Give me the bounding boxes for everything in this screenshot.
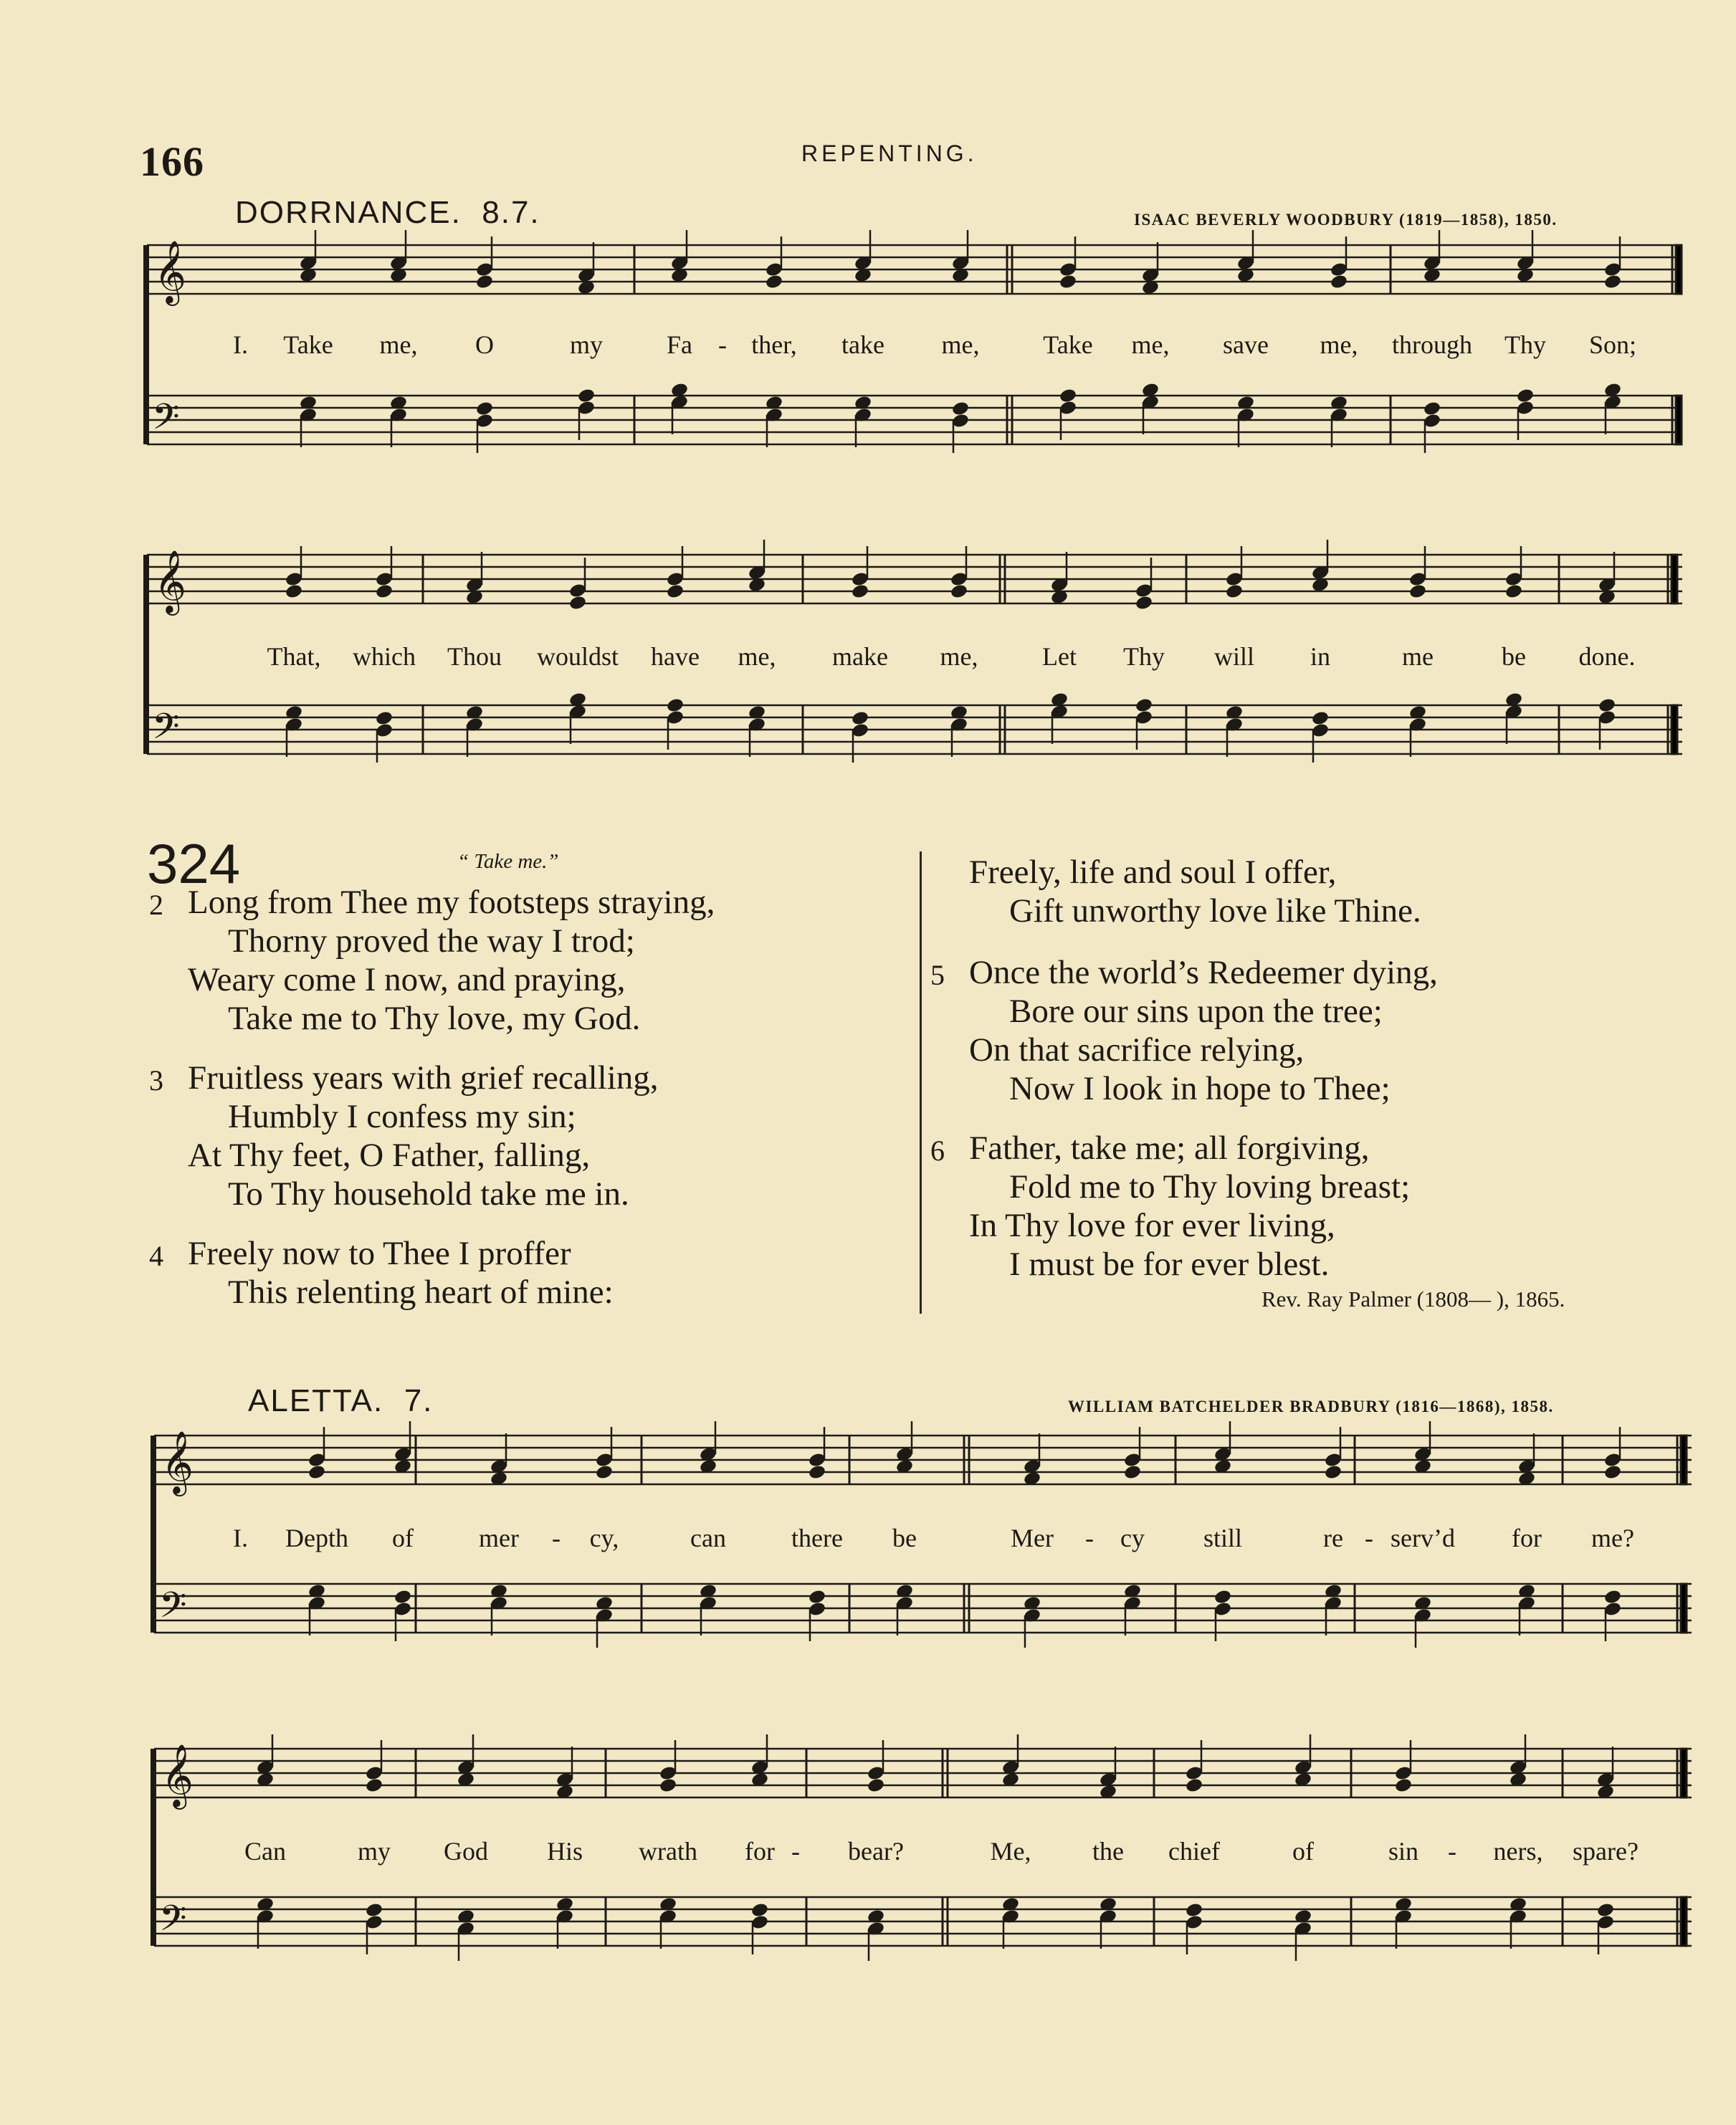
syllable: of [1292, 1837, 1314, 1866]
system-brace [151, 1436, 156, 1633]
treble-notehead [1185, 1777, 1203, 1794]
syllable: re [1323, 1524, 1343, 1552]
syllable: have [651, 642, 700, 671]
bass-notehead [1423, 401, 1441, 417]
bass-notehead [475, 401, 494, 417]
stanza-3 [149, 1059, 659, 1213]
stanza-line: Bore our sins upon the tree; [1009, 993, 1383, 1030]
syllable: me, [1131, 330, 1170, 359]
bass-notehead [750, 1902, 769, 1919]
treble-notehead [1123, 1464, 1142, 1481]
treble-notehead [1408, 583, 1427, 600]
treble-notehead [1059, 274, 1077, 290]
syllable: - [1365, 1524, 1373, 1552]
syllable: - [552, 1524, 561, 1552]
stanza-line: In Thy love for ever living, [969, 1207, 1335, 1244]
hymn-caption: “ Take me.” [457, 850, 559, 873]
syllable: me [1402, 642, 1434, 671]
stanza-line: To Thy household take me in. [228, 1175, 629, 1213]
bass-clef: 𝄢 [159, 1585, 187, 1635]
syllable: done. [1578, 642, 1636, 671]
hymn-author: Rev. Ray Palmer (1808— ), 1865. [1262, 1286, 1565, 1312]
syllable: me, [738, 642, 776, 671]
syllable: mer [479, 1524, 519, 1552]
treble-clef: 𝄞 [161, 1430, 194, 1494]
syllable: still [1203, 1524, 1243, 1552]
syllable: serv’d [1391, 1524, 1455, 1552]
bass-notehead [1603, 1589, 1622, 1605]
column-divider [920, 851, 922, 1314]
syllable: bear? [848, 1837, 904, 1866]
syllable: - [718, 330, 727, 359]
syllable: cy, [589, 1524, 619, 1552]
treble-notehead [375, 583, 394, 600]
syllable: be [892, 1524, 917, 1552]
syllable: Can [244, 1837, 286, 1866]
treble-staff [147, 245, 1682, 294]
treble-notehead [808, 1464, 826, 1481]
stanza-line: Now I look in hope to Thee; [1009, 1070, 1391, 1107]
syllable: ners, [1493, 1837, 1543, 1866]
syllable: ther, [751, 330, 797, 359]
stanza-line: Fruitless years with grief recalling, [188, 1059, 659, 1097]
syllable: in [1310, 642, 1331, 671]
bass-notehead [1598, 697, 1616, 714]
syllable: cy [1120, 1524, 1145, 1552]
syllable: wouldst [536, 642, 619, 671]
bass-notehead [808, 1589, 826, 1605]
syllable: O [475, 330, 494, 359]
treble-notehead [851, 583, 869, 600]
syllable: the [1092, 1837, 1124, 1866]
bass-clef: 𝄢 [152, 706, 180, 756]
page-number: 166 [140, 138, 204, 185]
tune2-meter: 7. [404, 1383, 434, 1418]
syllable: my [357, 1837, 391, 1866]
treble-notehead [765, 274, 783, 290]
syllable: Let [1042, 642, 1077, 671]
hymn-number: 324 [147, 832, 241, 895]
stanza-line: Freely, life and soul I offer, [969, 854, 1337, 891]
syllable: through [1392, 330, 1472, 359]
syllable: me, [940, 642, 978, 671]
treble-staff [154, 1749, 1692, 1797]
treble-notehead [307, 1464, 326, 1481]
syllable: me, [379, 330, 418, 359]
syllable: for [1512, 1524, 1542, 1552]
tune1-meter: 8.7. [482, 195, 540, 230]
stanza-6 [930, 1129, 1411, 1284]
bass-notehead [1059, 388, 1077, 404]
stanza-line: Freely now to Thee I proffer [188, 1235, 571, 1272]
stanza-line: Thorny proved the way I trod; [228, 922, 635, 960]
syllable: there [791, 1524, 843, 1552]
treble-notehead [568, 595, 587, 611]
bass-notehead [577, 388, 596, 404]
treble-notehead [475, 274, 494, 290]
tune2-composer: WILLIAM BATCHELDER BRADBURY (1816—1868), 1858. [1068, 1398, 1554, 1415]
system-brace [151, 1749, 156, 1946]
stanza-line: Humbly I confess my sin; [228, 1098, 576, 1135]
stanza-line: Fold me to Thy loving breast; [1009, 1168, 1411, 1205]
syllable: Thy [1504, 330, 1546, 359]
stanza-line: At Thy feet, O Father, falling, [188, 1137, 591, 1174]
treble-notehead [1324, 1464, 1342, 1481]
bass-notehead [1135, 697, 1153, 714]
bass-notehead [851, 710, 869, 727]
syllable: Me, [990, 1837, 1031, 1866]
syllable: will [1213, 642, 1255, 671]
treble-notehead [1225, 583, 1244, 600]
treble-notehead [659, 1777, 677, 1794]
treble-notehead [1135, 595, 1153, 611]
treble-staff [154, 1436, 1692, 1484]
bass-notehead [1185, 1902, 1203, 1919]
syllable: Depth [285, 1524, 348, 1552]
treble-notehead [1330, 274, 1348, 290]
syllable: Thou [447, 642, 502, 671]
tune1-name: DORRNANCE. [235, 195, 462, 230]
tune2-system-1 [0, 1425, 1736, 1661]
tune1-verse-number: I. [233, 330, 248, 359]
stanza-number: 4 [149, 1240, 163, 1272]
syllable: Take [283, 330, 333, 359]
bass-staff [154, 1584, 1692, 1633]
treble-clef: 𝄞 [161, 1743, 194, 1807]
syllable: me? [1591, 1524, 1634, 1552]
bass-notehead [1596, 1902, 1615, 1919]
stanza-5 [930, 953, 1438, 1108]
stanza-number: 2 [149, 889, 163, 921]
bass-staff [147, 396, 1682, 444]
syllable: make [832, 642, 888, 671]
bass-notehead [951, 401, 970, 417]
syllable: That, [267, 642, 321, 671]
bass-notehead [1311, 710, 1330, 727]
syllable: Mer [1011, 1524, 1054, 1552]
syllable: of [392, 1524, 414, 1552]
bass-staff [154, 1897, 1692, 1946]
bass-clef: 𝄢 [159, 1898, 187, 1948]
treble-notehead [365, 1777, 383, 1794]
syllable: Fa [667, 330, 692, 359]
bass-notehead [394, 1589, 412, 1605]
syllable: take [841, 330, 884, 359]
treble-notehead [285, 583, 303, 600]
syllable: me, [941, 330, 980, 359]
bass-notehead [1213, 1589, 1232, 1605]
syllable: chief [1168, 1837, 1220, 1866]
stanza-line: Long from Thee my footsteps straying, [188, 884, 715, 921]
tune1-title [235, 195, 540, 231]
syllable: sin [1388, 1837, 1419, 1866]
stanza-line: I must be for ever blest. [1009, 1246, 1330, 1283]
treble-notehead [867, 1777, 885, 1794]
treble-notehead [666, 583, 685, 600]
running-head: REPENTING. [801, 140, 978, 166]
syllable: me, [1320, 330, 1358, 359]
syllable: for [745, 1837, 775, 1866]
stanza-line: Father, take me; all forgiving, [969, 1130, 1370, 1167]
stanza-line: Once the world’s Redeemer dying, [969, 954, 1438, 991]
treble-notehead [1603, 1464, 1622, 1481]
tune2-name: ALETTA. [248, 1383, 384, 1418]
stanza-4 [149, 1234, 614, 1312]
system-brace [143, 245, 149, 444]
stanza-2 [149, 883, 715, 1038]
bass-notehead [375, 710, 394, 727]
syllable: Son; [1588, 330, 1637, 359]
syllable: God [444, 1837, 488, 1866]
syllable: spare? [1573, 1837, 1639, 1866]
syllable: - [791, 1837, 800, 1866]
stanza-line: On that sacrifice relying, [969, 1031, 1305, 1069]
syllable: my [569, 330, 604, 359]
syllable: - [1448, 1837, 1456, 1866]
syllable: Thy [1123, 642, 1165, 671]
syllable: save [1223, 330, 1269, 359]
stanza-line: This relenting heart of mine: [228, 1274, 614, 1311]
treble-notehead [950, 583, 968, 600]
treble-notehead [1504, 583, 1523, 600]
tune2-title [248, 1383, 433, 1419]
tune2-verse-number: I. [233, 1524, 248, 1552]
syllable: - [1085, 1524, 1094, 1552]
stanza-line: Gift unworthy love like Thine. [1009, 892, 1421, 930]
stanza-number: 3 [149, 1064, 163, 1097]
syllable: can [690, 1524, 726, 1552]
stanza-line: Take me to Thy love, my God. [228, 1000, 641, 1037]
bass-notehead [365, 1902, 383, 1919]
stanza-line: Weary come I now, and praying, [188, 961, 626, 998]
syllable: be [1502, 642, 1526, 671]
treble-notehead [595, 1464, 614, 1481]
stanza-number: 5 [930, 959, 945, 991]
bass-notehead [666, 697, 685, 714]
treble-clef: 𝄞 [154, 549, 186, 613]
stanza-4-continued [969, 853, 1421, 930]
stanza-number: 6 [930, 1135, 945, 1167]
syllable: which [353, 642, 416, 671]
treble-clef: 𝄞 [154, 239, 186, 303]
bass-notehead [1516, 388, 1535, 404]
system-brace [143, 555, 149, 754]
bass-clef: 𝄢 [152, 396, 180, 447]
treble-notehead [1394, 1777, 1413, 1794]
tune1-composer: ISAAC BEVERLY WOODBURY (1819—1858), 1850. [1134, 211, 1558, 229]
syllable: His [546, 1837, 583, 1866]
syllable: Take [1043, 330, 1093, 359]
syllable: wrath [639, 1837, 697, 1866]
treble-notehead [1603, 274, 1622, 290]
